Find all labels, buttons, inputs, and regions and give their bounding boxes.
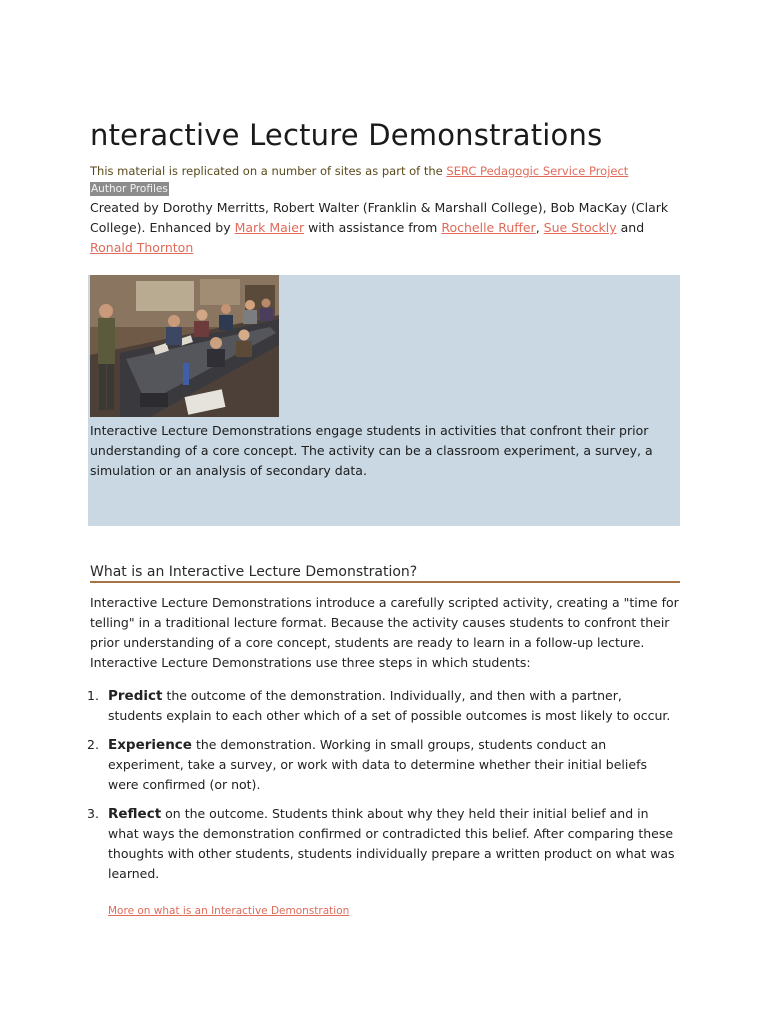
step-term: Experience bbox=[108, 737, 192, 753]
author-link-rochelle-ruffer[interactable]: Rochelle Ruffer bbox=[441, 220, 536, 235]
credits-separator: , bbox=[535, 220, 544, 235]
classroom-photo bbox=[90, 275, 279, 417]
steps-list bbox=[87, 686, 680, 893]
step-number: 2. bbox=[87, 737, 99, 752]
serc-project-link[interactable]: SERC Pedagogic Service Project bbox=[446, 164, 629, 178]
credits-paragraph bbox=[90, 198, 680, 258]
source-line bbox=[90, 164, 628, 178]
credits-text: Created by Dorothy Merritts, Robert Walter (Franklin & Marshall College), Bob MacKay (Clark College). Enhanced by bbox=[90, 200, 669, 235]
step-text: the outcome of the demonstration. Individually, and then with a partner, students explain to each other which of a set of possible outcomes is most likely to occur. bbox=[108, 688, 671, 723]
step-number: 3. bbox=[87, 806, 99, 821]
list-item bbox=[87, 804, 680, 884]
step-term: Reflect bbox=[108, 806, 162, 822]
step-number: 1. bbox=[87, 688, 99, 703]
credits-text: and bbox=[616, 220, 645, 235]
step-text: on the outcome. Students think about why they held their initial belief and in what ways the demonstration confirmed or contradicted this belief. After comparing these thoughts with other students, students individually prepare a written product on what was learned. bbox=[108, 806, 675, 881]
section-intro: Interactive Lecture Demonstrations introduce a carefully scripted activity, creating a "time for telling" in a traditional lecture format. Because the activity causes students to confront their prior understanding of a core concept, students are ready to learn in a follow-up lecture. Interactive Lecture Demonstrations use three steps in which students: bbox=[90, 595, 679, 670]
list-item bbox=[87, 735, 680, 795]
author-link-ronald-thornton[interactable]: Ronald Thornton bbox=[90, 240, 194, 255]
step-term: Predict bbox=[108, 688, 163, 704]
feature-box bbox=[88, 275, 680, 526]
author-link-sue-stockly[interactable]: Sue Stockly bbox=[543, 220, 617, 235]
list-item bbox=[87, 686, 680, 726]
section-heading: What is an Interactive Lecture Demonstration? bbox=[90, 564, 680, 583]
author-link-mark-maier[interactable]: Mark Maier bbox=[234, 220, 305, 235]
source-prefix: This material is replicated on a number of sites as part of the bbox=[90, 164, 447, 178]
page-title: nteractive Lecture Demonstrations bbox=[90, 118, 603, 152]
credits-text: with assistance from bbox=[304, 220, 442, 235]
step-text: the demonstration. Working in small groups, students conduct an experiment, take a survey, or work with data to determine whether their initial beliefs were confirmed (or not). bbox=[108, 737, 647, 792]
feature-description: Interactive Lecture Demonstrations engage students in activities that confront their prior understanding of a core concept. The activity can be a classroom experiment, a survey, a simulation or an analysis of secondary data. bbox=[90, 423, 653, 478]
author-profiles-link[interactable]: Author Profiles bbox=[91, 183, 168, 195]
more-info-link[interactable]: More on what is an Interactive Demonstration bbox=[108, 905, 350, 917]
